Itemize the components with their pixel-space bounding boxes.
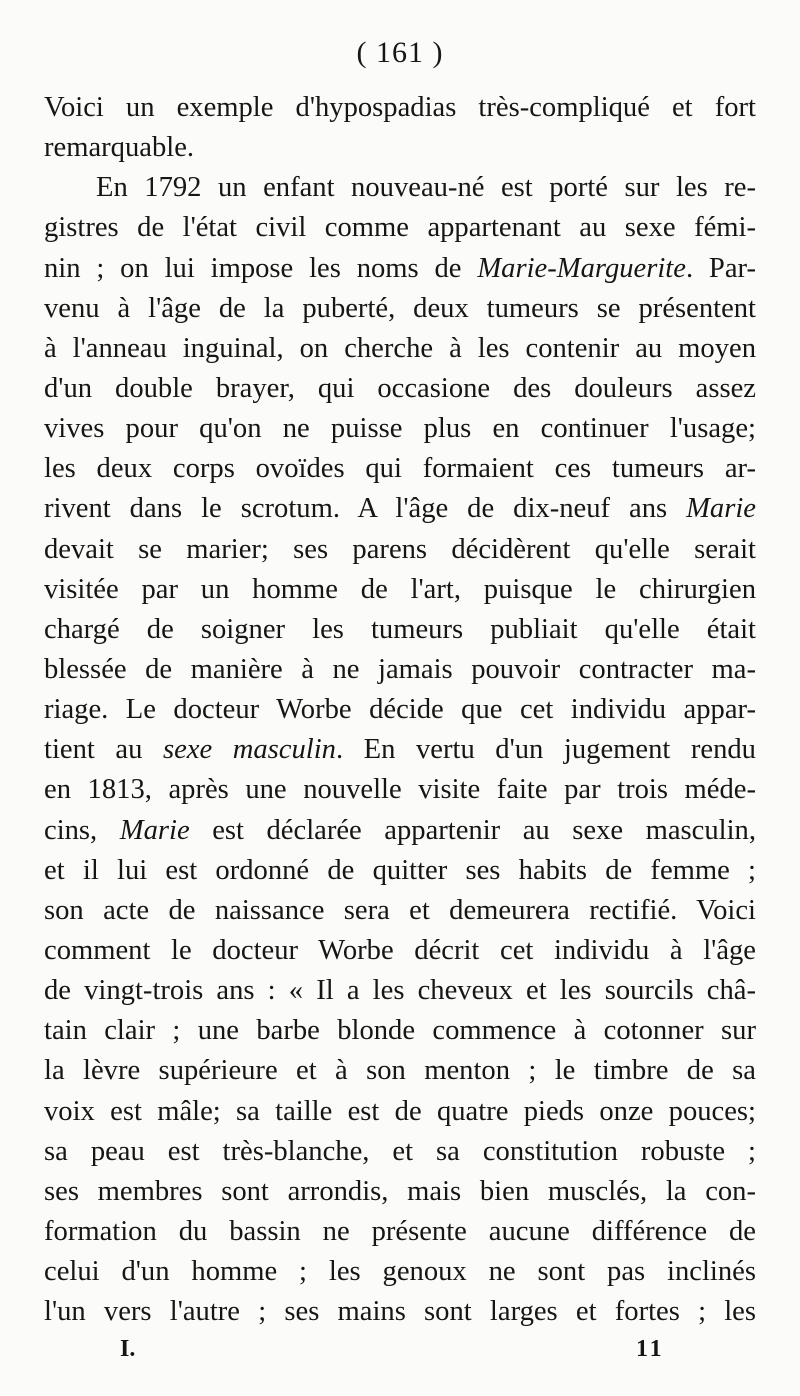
text-line: devait se marier; ses parens décidèrent qu'elle serait (44, 533, 756, 565)
text-line (44, 489, 756, 529)
text-line: les deux corps ovoïdes qui formaient ces tumeurs ar- (44, 453, 756, 485)
text-line: Voici un exemple d'hypospadias très-compliqué et fort (44, 92, 756, 123)
text-line: son acte de naissance sera et demeurera rectifié. Voici (44, 894, 756, 926)
text-line: la lèvre supérieure et à son menton ; le timbre de sa (44, 1055, 756, 1087)
text-line: voix est mâle; sa taille est de quatre pieds onze pouces; (44, 1095, 756, 1127)
italic-name: Marie-Marguerite (477, 252, 686, 284)
text-segment: nin ; on lui impose les noms de (44, 252, 478, 284)
text-line: sa peau est très-blanche, et sa constitution robuste ; (44, 1135, 756, 1167)
text-line: celui d'un homme ; les genoux ne sont pas inclinés (44, 1256, 756, 1288)
text-line: et il lui est ordonné de quitter ses habits de femme ; (44, 854, 756, 886)
text-segment: . Par- (685, 252, 756, 284)
text-line (44, 811, 756, 851)
text-line: venu à l'âge de la puberté, deux tumeurs se présentent (44, 292, 756, 324)
text-line: En 1792 un enfant nouveau-né est porté sur les re- (96, 172, 756, 204)
text-line: gistres de l'état civil comme appartenant au sexe fémi- (44, 212, 756, 244)
text-line: tain clair ; une barbe blonde commence à cotonner sur (44, 1015, 756, 1047)
body-text (44, 88, 756, 1332)
text-line: vives pour qu'on ne puisse plus en continuer l'usage; (44, 413, 756, 445)
text-segment: . En vertu d'un jugement rendu (335, 734, 756, 766)
text-line: riage. Le docteur Worbe décide que cet individu appar- (44, 694, 756, 726)
text-line: visitée par un homme de l'art, puisque le chirurgien (44, 573, 756, 605)
italic-phrase: sexe masculin (162, 734, 336, 766)
text-line: l'un vers l'autre ; ses mains sont larges et fortes ; les (44, 1296, 756, 1328)
text-line: comment le docteur Worbe décrit cet individu à l'âge (44, 934, 756, 966)
text-line (44, 730, 756, 770)
italic-name: Marie (686, 493, 756, 525)
text-line: à l'anneau inguinal, on cherche à les contenir au moyen (44, 332, 756, 364)
gathering-signature: 11 (636, 1336, 665, 1362)
text-line: chargé de soigner les tumeurs publiait qu'elle était (44, 613, 756, 645)
volume-signature: I. (120, 1336, 136, 1362)
text-line: formation du bassin ne présente aucune différence de (44, 1215, 756, 1247)
text-line: d'un double brayer, qui occasione des douleurs assez (44, 372, 756, 404)
text-segment: cins, (44, 814, 120, 846)
text-line (44, 249, 756, 289)
text-line: remarquable. (44, 132, 195, 164)
text-line: en 1813, après une nouvelle visite faite par trois méde- (44, 774, 756, 806)
text-segment: rivent dans le scrotum. A l'âge de dix-neuf ans (44, 493, 687, 525)
text-line: de vingt-trois ans : « Il a les cheveux et les sourcils châ- (44, 975, 756, 1007)
text-segment: tient au (44, 734, 163, 766)
text-line: ses membres sont arrondis, mais bien musclés, la con- (44, 1175, 756, 1207)
italic-name: Marie (119, 814, 190, 846)
text-line: blessée de manière à ne jamais pouvoir contracter ma- (44, 653, 756, 685)
page-number: ( 161 ) (356, 36, 444, 69)
text-segment: est déclarée appartenir au sexe masculin, (189, 814, 757, 846)
